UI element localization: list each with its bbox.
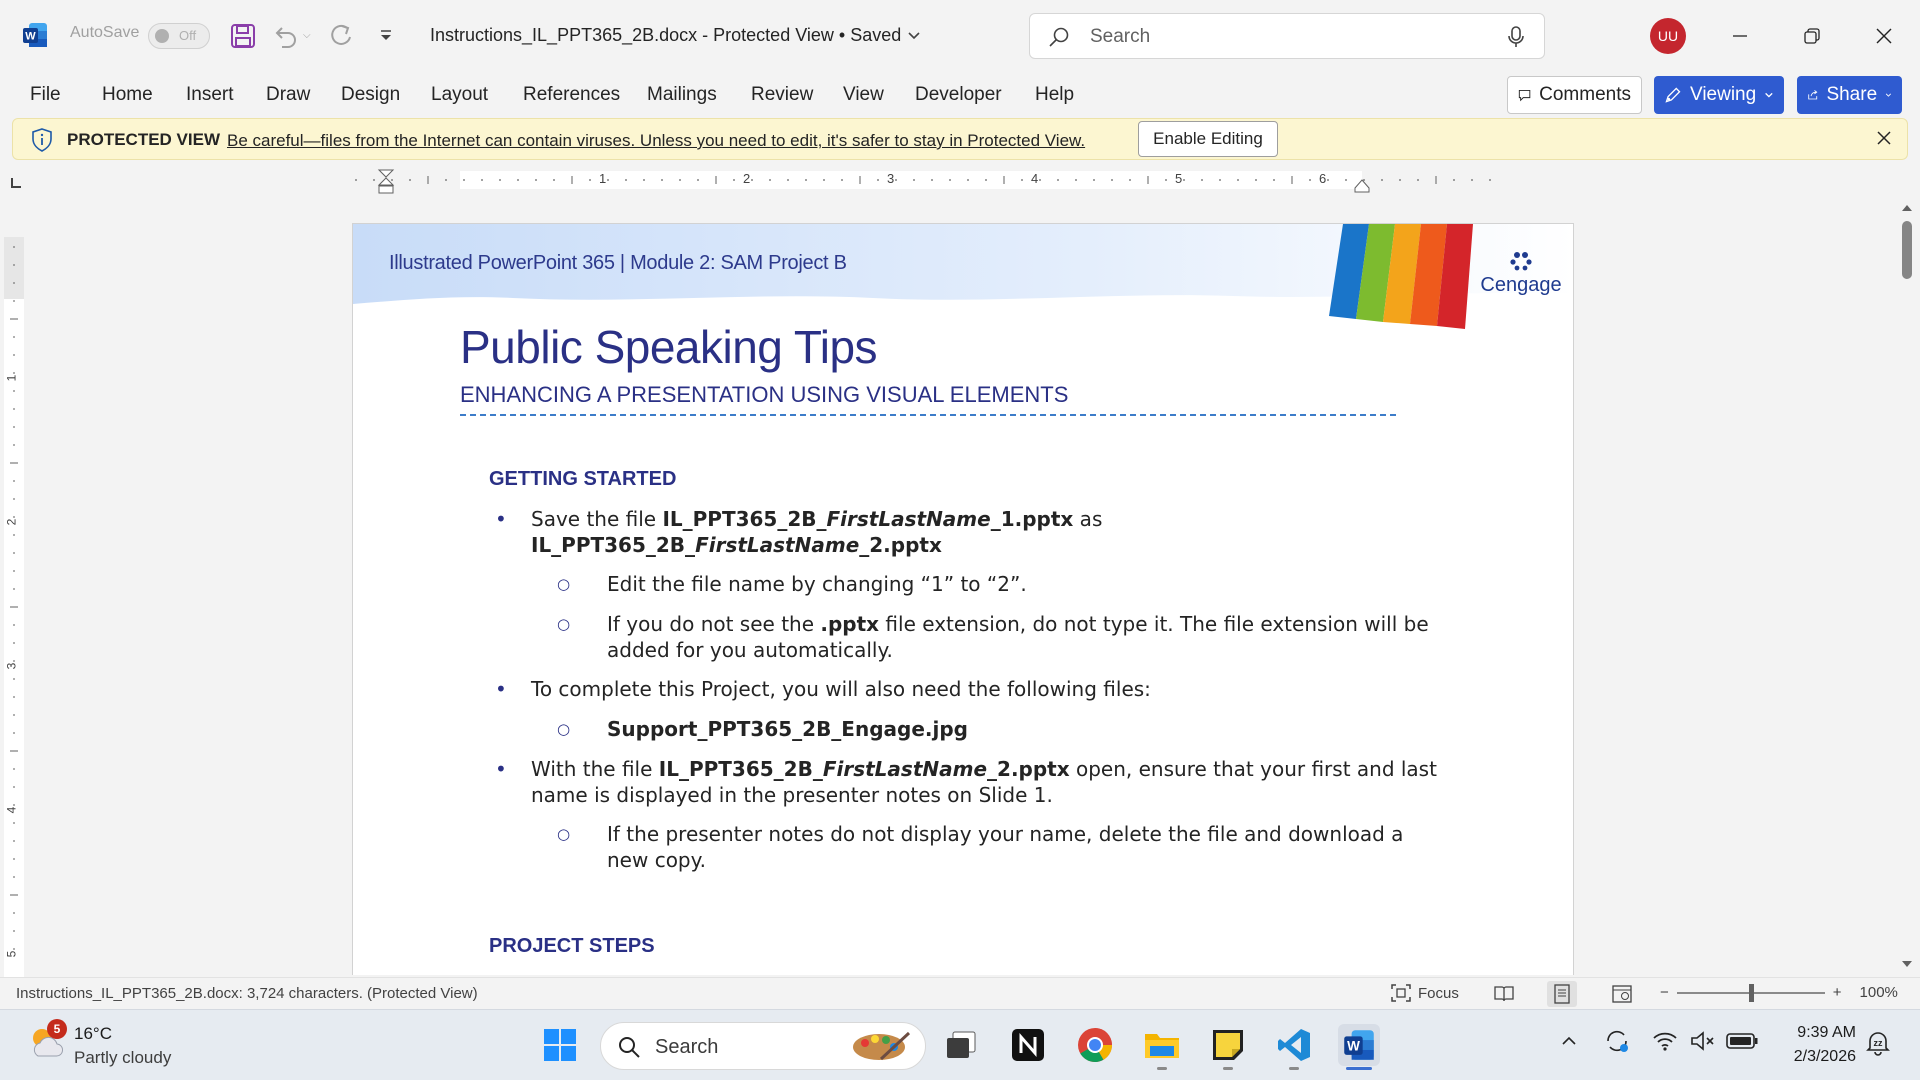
tab-mailings[interactable]: Mailings [647, 84, 717, 105]
clock-time: 9:39 AM [1797, 1024, 1856, 1041]
document-subtitle: ENHANCING A PRESENTATION USING VISUAL ELEMENTS [460, 382, 1069, 407]
undo-dropdown-icon[interactable]: ⌵ [303, 30, 311, 41]
ruler-tick [787, 179, 789, 181]
tab-insert[interactable]: Insert [186, 84, 234, 105]
autosave-label: AutoSave [70, 24, 140, 41]
comments-label: Comments [1539, 84, 1631, 105]
weather-temperature: 16°C [74, 1024, 112, 1043]
battery-icon[interactable] [1726, 1032, 1758, 1050]
clock-date: 2/3/2026 [1793, 1048, 1856, 1065]
ruler-tick [643, 179, 645, 181]
ruler-tick [1075, 179, 1077, 181]
ruler-num-2: 2 [743, 171, 751, 186]
word-logo-icon [22, 22, 48, 48]
ruler-tick [517, 179, 519, 181]
svg-text:W: W [25, 30, 36, 43]
start-windows-icon[interactable] [539, 1024, 581, 1066]
tab-review[interactable]: Review [751, 84, 814, 105]
ruler-num-6: 6 [1319, 171, 1327, 186]
tab-design[interactable]: Design [341, 84, 401, 105]
customize-toolbar-icon[interactable] [378, 28, 394, 44]
web-layout-icon[interactable] [1607, 981, 1637, 1007]
tab-help[interactable]: Help [1035, 84, 1075, 105]
print-layout-icon[interactable] [1547, 981, 1577, 1007]
ruler-tick [553, 179, 555, 181]
subbullet-circle: ○ [557, 575, 571, 593]
pen-icon [1664, 84, 1682, 106]
protected-view-title: PROTECTED VIEW [67, 130, 221, 149]
tab-layout[interactable]: Layout [431, 84, 489, 105]
comments-button[interactable] [1507, 76, 1642, 114]
subbullet-support-file: ○ Support_PPT365_2B_Engage.jpg [557, 717, 968, 741]
wifi-icon[interactable] [1652, 1030, 1678, 1052]
search-icon [1048, 26, 1070, 48]
ruler-tick [913, 179, 915, 181]
notion-app-icon[interactable] [1007, 1024, 1049, 1066]
weather-widget[interactable] [26, 1022, 172, 1067]
subbullet-extension: ○ If you do not see the .pptx file extension, do not type it. The file extension will be added for you automatically. [557, 612, 1429, 662]
save-icon[interactable] [230, 23, 256, 49]
chevron-down-icon [1885, 89, 1892, 101]
tab-stop-selector-icon[interactable] [10, 177, 22, 189]
ruler-tick [1201, 179, 1203, 181]
user-avatar[interactable]: UU [1650, 18, 1686, 54]
ruler-tick [409, 179, 411, 181]
chevron-down-icon [1764, 89, 1774, 101]
document-stats[interactable]: Instructions_IL_PPT365_2B.docx: 3,724 characters. (Protected View) [16, 985, 478, 1002]
ruler-tick [1471, 179, 1473, 181]
system-clock[interactable] [1770, 1021, 1856, 1069]
section-heading-project-steps: PROJECT STEPS [489, 935, 655, 957]
ruler-tick [877, 179, 879, 181]
search-box[interactable] [1029, 13, 1545, 59]
ruler-num-5: 5 [1175, 171, 1183, 186]
horizontal-ruler[interactable] [352, 169, 1558, 191]
bullet-save-file: • Save the file IL_PPT365_2B_FirstLastName_1.pptx as IL_PPT365_2B_FirstLastName_2.pptx [495, 507, 1103, 557]
share-button[interactable] [1797, 76, 1902, 114]
comment-icon [1518, 85, 1531, 105]
vruler-num-1: 1 [4, 374, 19, 382]
subbullet-circle: ○ [557, 720, 571, 738]
bullet-dot: • [495, 757, 507, 781]
ruler-tick [445, 179, 447, 181]
document-page[interactable] [352, 223, 1574, 975]
tab-developer[interactable]: Developer [915, 84, 1002, 105]
share-icon [1807, 85, 1818, 105]
scroll-down-icon[interactable] [1900, 959, 1914, 969]
vruler-num-5: 5 [4, 950, 19, 958]
tab-view[interactable]: View [843, 84, 884, 105]
ruler-tick [805, 179, 807, 181]
focus-icon [1390, 983, 1412, 1003]
ruler-tick [1309, 179, 1311, 181]
cengage-logo [1471, 250, 1571, 297]
ruler-tick [373, 179, 375, 181]
close-icon[interactable] [1870, 22, 1898, 50]
tab-home[interactable]: Home [102, 84, 153, 105]
horizontal-ruler-row [0, 163, 1920, 197]
task-view-icon[interactable] [940, 1024, 982, 1066]
sticky-running-indicator [1223, 1067, 1233, 1070]
subbullet-circle: ○ [557, 615, 571, 633]
cengage-wordmark: Cengage [1480, 274, 1562, 296]
read-mode-icon[interactable] [1489, 981, 1519, 1007]
zoom-level[interactable]: 100% [1859, 984, 1898, 1001]
close-icon[interactable] [1875, 129, 1893, 147]
show-hidden-icons[interactable] [1560, 1032, 1578, 1050]
notification-bell-icon[interactable] [1866, 1030, 1890, 1056]
ruler-tick [769, 179, 771, 181]
taskbar-search-label: Search [655, 1036, 719, 1058]
ruler-tick [1381, 179, 1383, 181]
ruler-tick [1327, 179, 1329, 181]
ruler-tick [967, 179, 969, 181]
tab-file[interactable]: File [30, 84, 61, 105]
weather-alert-badge: 5 [47, 1019, 67, 1039]
bullet-dot: • [495, 677, 507, 701]
ruler-tick [481, 179, 483, 181]
ruler-tick [1183, 179, 1185, 181]
paint-palette-icon [851, 1029, 913, 1063]
autosave-state: Off [179, 28, 197, 43]
ruler-tick [589, 179, 591, 181]
svg-text:zz: zz [1873, 1038, 1883, 1048]
search-placeholder: Search [1090, 26, 1151, 47]
bullet-need-files: • To complete this Project, you will also need the following files: [495, 677, 1151, 701]
subbullet-circle: ○ [557, 825, 571, 843]
protected-view-bar [12, 118, 1908, 160]
zoom-slider-thumb[interactable] [1749, 984, 1754, 1002]
document-canvas[interactable] [28, 197, 1892, 975]
minimize-icon[interactable] [1726, 22, 1754, 50]
document-title[interactable] [430, 25, 921, 46]
ruler-tick [1417, 179, 1419, 181]
ruler-num-4: 4 [1031, 171, 1039, 186]
ruler-tick [751, 179, 753, 181]
ruler-tick [985, 179, 987, 181]
ruler-tick [733, 179, 735, 181]
section-heading-getting-started: GETTING STARTED [489, 468, 677, 490]
svg-text:W: W [1347, 1038, 1360, 1054]
vscode-running-indicator [1289, 1067, 1299, 1070]
restore-icon[interactable] [1798, 22, 1826, 50]
ruler-tick [1021, 179, 1023, 181]
protected-view-message-link[interactable]: Be careful—files from the Internet can contain viruses. Unless you need to edit, it's safer to stay in Protected View. [227, 131, 1086, 150]
shield-info-icon [31, 128, 53, 152]
ruler-tick [697, 179, 699, 181]
ruler-tick [1273, 179, 1275, 181]
volume-muted-icon[interactable] [1690, 1030, 1716, 1052]
undo-icon[interactable] [272, 23, 298, 49]
vscode-icon[interactable] [1273, 1024, 1315, 1066]
ruler-tick [661, 179, 663, 181]
ruler-tick [499, 179, 501, 181]
ruler-tick [1345, 179, 1347, 181]
ribbon-tabs [0, 72, 1920, 118]
document-title-heading: Public Speaking Tips [460, 321, 878, 373]
word-taskbar-icon[interactable] [1338, 1024, 1380, 1066]
vertical-ruler-ticks [4, 237, 24, 977]
file-explorer-icon[interactable] [1141, 1024, 1183, 1066]
vruler-num-2: 2 [4, 518, 19, 526]
tab-draw[interactable]: Draw [266, 84, 311, 105]
ruler-num-3: 3 [887, 171, 895, 186]
zoom-slider[interactable] [1677, 992, 1825, 994]
ruler-tick [823, 179, 825, 181]
tab-references[interactable]: References [523, 84, 621, 105]
right-indent-marker-icon[interactable] [1353, 179, 1371, 193]
vruler-num-4: 4 [4, 806, 19, 814]
ruler-tick [355, 179, 357, 181]
sync-icon[interactable] [1604, 1028, 1630, 1054]
document-title-text: Instructions_IL_PPT365_2B.docx - Protected View • Saved [430, 25, 902, 45]
ruler-tick [679, 179, 681, 181]
ruler-num-1: 1 [599, 171, 607, 186]
ruler-tick [1399, 179, 1401, 181]
ruler-tick [625, 179, 627, 181]
ruler-tick [1255, 179, 1257, 181]
ruler-tick [1129, 179, 1131, 181]
ruler-tick [949, 179, 951, 181]
subbullet-edit-name: ○ Edit the file name by changing “1” to “2”. [557, 572, 1027, 596]
ruler-tick [1057, 179, 1059, 181]
ruler-tick [1489, 179, 1491, 181]
ruler-tick [1093, 179, 1095, 181]
ruler-tick [535, 179, 537, 181]
cengage-logo-icon [1508, 250, 1534, 272]
title-bar [0, 0, 1920, 72]
ruler-tick [1237, 179, 1239, 181]
status-bar [0, 977, 1920, 1009]
ruler-tick [931, 179, 933, 181]
ruler-tick [1219, 179, 1221, 181]
viewing-label: Viewing [1689, 84, 1757, 105]
zoom-control [1660, 984, 1898, 1001]
vertical-scrollbar[interactable] [1894, 197, 1920, 975]
microphone-icon[interactable] [1506, 25, 1526, 49]
ruler-tick [1039, 179, 1041, 181]
ruler-tick [607, 179, 609, 181]
focus-button[interactable] [1390, 983, 1459, 1003]
toggle-knob [155, 29, 169, 43]
chevron-down-icon [907, 29, 921, 43]
bullet-presenter-notes: • With the file IL_PPT365_2B_FirstLastName_2.pptx open, ensure that your first and last name is displayed in the presenter notes on Slide 1. [495, 757, 1437, 807]
subbullet-download-copy: ○ If the presenter notes do not display your name, delete the file and download a new copy. [557, 822, 1404, 872]
zoom-out-button[interactable]: − [1660, 984, 1669, 1001]
indent-marker-icon[interactable] [376, 169, 396, 199]
weather-condition: Partly cloudy [74, 1048, 172, 1067]
search-icon [617, 1035, 641, 1059]
ruler-tick [1453, 179, 1455, 181]
bullet-dot: • [495, 507, 507, 531]
ruler-tick [841, 179, 843, 181]
vertical-ruler[interactable] [4, 237, 24, 977]
redo-icon[interactable] [328, 23, 354, 49]
sticky-notes-icon[interactable] [1207, 1024, 1249, 1066]
taskbar [0, 1009, 1920, 1080]
ruler-tick [463, 179, 465, 181]
vruler-num-3: 3 [4, 662, 19, 670]
ruler-tick [1165, 179, 1167, 181]
header-course-text: Illustrated PowerPoint 365 | Module 2: SAM Project B [389, 252, 847, 274]
share-label: Share [1826, 84, 1878, 105]
chrome-icon[interactable] [1074, 1024, 1116, 1066]
enable-editing-button[interactable]: Enable Editing [1138, 121, 1278, 157]
explorer-running-indicator [1157, 1067, 1167, 1070]
zoom-in-button[interactable]: + [1832, 984, 1842, 1001]
taskbar-search[interactable] [600, 1022, 926, 1070]
focus-label: Focus [1418, 984, 1459, 1002]
scrollbar-thumb[interactable] [1902, 221, 1912, 279]
ruler-tick [895, 179, 897, 181]
ruler-tick [1111, 179, 1113, 181]
dashed-divider [460, 414, 1396, 416]
ruler-ticks [352, 169, 1558, 191]
word-active-indicator [1346, 1067, 1372, 1070]
scroll-up-icon[interactable] [1900, 203, 1914, 213]
viewing-mode-button[interactable] [1654, 76, 1784, 114]
autosave-toggle[interactable] [148, 23, 210, 49]
